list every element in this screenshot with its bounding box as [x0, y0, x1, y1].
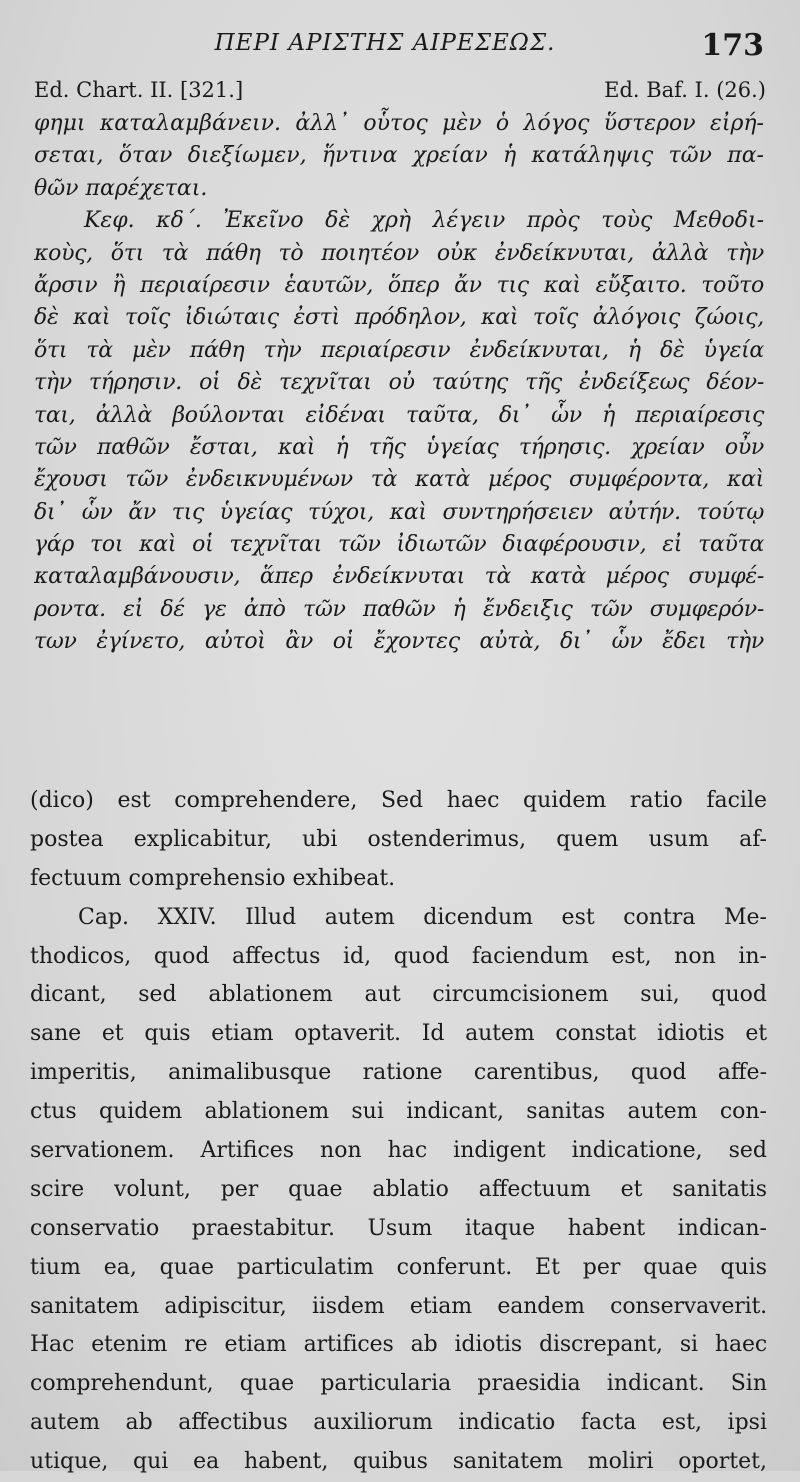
greek-text-block — [34, 108, 764, 659]
greek-line: δι᾽ ὧν ἄν τις ὑγείας τύχοι, καὶ συντηρήσειεν αὐτήν. τούτῳ — [34, 499, 764, 525]
greek-line: κοὺς, ὅτι τὰ πάθη τὸ ποιητέον οὐκ ἐνδείκνυται, ἀλλὰ τὴν — [34, 240, 764, 266]
greek-line: ροντα. εἰ δέ γε ἀπὸ τῶν παθῶν ἡ ἔνδειξις τῶν συμφερόν- — [34, 596, 764, 622]
latin-line: utique, qui ea habent, quibus sanitatem moliri oportet, — [30, 1449, 767, 1475]
latin-line: imperitis, animalibusque ratione carentibus, quod affe- — [30, 1060, 767, 1086]
latin-line: tium ea, quae particulatim conferunt. Et per quae quis — [30, 1254, 767, 1280]
edition-reference-basel: Ed. Baf. I. (26.) — [604, 78, 766, 102]
latin-text-block — [30, 782, 767, 1482]
latin-line: sanitatem adipiscitur, iisdem etiam eandem conservaverit. — [30, 1293, 767, 1319]
greek-line: ται, ἀλλὰ βούλονται εἰδέναι ταῦτα, δι᾽ ὧν ἡ περιαίρεσις — [34, 402, 764, 428]
greek-line: θῶν παρέχεται. — [34, 175, 208, 201]
greek-line: τῶν παθῶν ἔσται, καὶ ἡ τῆς ὑγείας τήρησις. χρείαν οὖν — [34, 434, 764, 460]
latin-line: (dico) est comprehendere, Sed haec quidem ratio facile — [30, 788, 767, 813]
latin-line: ctus quidem ablationem sui indicant, sanitas autem con- — [30, 1099, 767, 1125]
latin-line: comprehendunt, quae particularia praesidia indicant. Sin — [30, 1371, 767, 1397]
greek-line: ἔχουσι τῶν ἐνδεικνυμένων τὰ κατὰ μέρος συμφέροντα, καὶ — [34, 467, 764, 493]
greek-line: φημι καταλαμβάνειν. ἀλλ᾽ οὗτος μὲν ὁ λόγος ὕστερον εἰρή- — [34, 111, 764, 136]
greek-line: σεται, ὅταν διεξίωμεν, ἥντινα χρείαν ἡ κατάληψις τῶν πα- — [34, 143, 764, 169]
greek-line: καταλαμβάνουσιν, ἅπερ ἐνδείκνυται τὰ κατὰ μέρος συμφέ- — [34, 564, 764, 590]
greek-line: τὴν τήρησιν. οἱ δὲ τεχνῖται οὐ ταύτης τῆς ἐνδείξεως δέον- — [34, 370, 764, 396]
latin-line: sane et quis etiam optaverit. Id autem constat idiotis et — [30, 1021, 767, 1047]
latin-line: autem ab affectibus auxiliorum indicatio facta est, ipsi — [30, 1410, 767, 1436]
latin-line: dicant, sed ablationem aut circumcisionem sui, quod — [30, 982, 767, 1008]
greek-line: δὲ καὶ τοῖς ἰδιώταις ἐστὶ πρόδηλον, καὶ τοῖς ἀλόγοις ζώοις, — [34, 305, 764, 331]
running-title: ΠΕΡΙ ΑΡΙΣΤΗΣ ΑΙΡΕΣΕΩΣ. — [214, 30, 556, 56]
page-number: 173 — [701, 28, 764, 63]
greek-line: γάρ τοι καὶ οἱ τεχνῖται τῶν ἰδιωτῶν διαφέρουσιν, εἰ ταῦτα — [34, 532, 764, 558]
latin-line: scire volunt, per quae ablatio affectuum et sanitatis — [30, 1176, 767, 1202]
latin-line: servationem. Artifices non hac indigent indicatione, sed — [30, 1138, 767, 1164]
greek-line: ἄρσιν ἢ περιαίρεσιν ἑαυτῶν, ὅπερ ἄν τις καὶ εὔξαιτο. τοῦτο — [34, 272, 764, 298]
edition-reference-chartier: Ed. Chart. II. [321.] — [34, 78, 244, 102]
greek-line: ὅτι τὰ μὲν πάθη τὴν περιαίρεσιν ἐνδείκνυται, ἡ δὲ ὑγεία — [34, 337, 764, 363]
latin-line: postea explicabitur, ubi ostenderimus, quem usum af- — [30, 826, 767, 852]
latin-line: conservatio praestabitur. Usum itaque habent indican- — [30, 1215, 767, 1241]
latin-line: fectuum comprehensio exhibeat. — [30, 865, 396, 891]
greek-chapter-heading-line: Κεφ. κδ΄. Ἐκεῖνο δὲ χρὴ λέγειν πρὸς τοὺς Μεθοδι- — [84, 208, 764, 234]
greek-line: των ἐγίνετο, αὐτοὶ ἂν οἱ ἔχοντες αὐτὰ, δι᾽ ὧν ἔδει τὴν — [34, 629, 764, 655]
latin-line: Hac etenim re etiam artifices ab idiotis discrepant, si haec — [30, 1332, 767, 1358]
latin-chapter-heading-line: Cap. XXIV. Illud autem dicendum est contra Me- — [78, 904, 767, 930]
latin-line: thodicos, quod affectus id, quod faciendum est, non in- — [30, 943, 767, 969]
